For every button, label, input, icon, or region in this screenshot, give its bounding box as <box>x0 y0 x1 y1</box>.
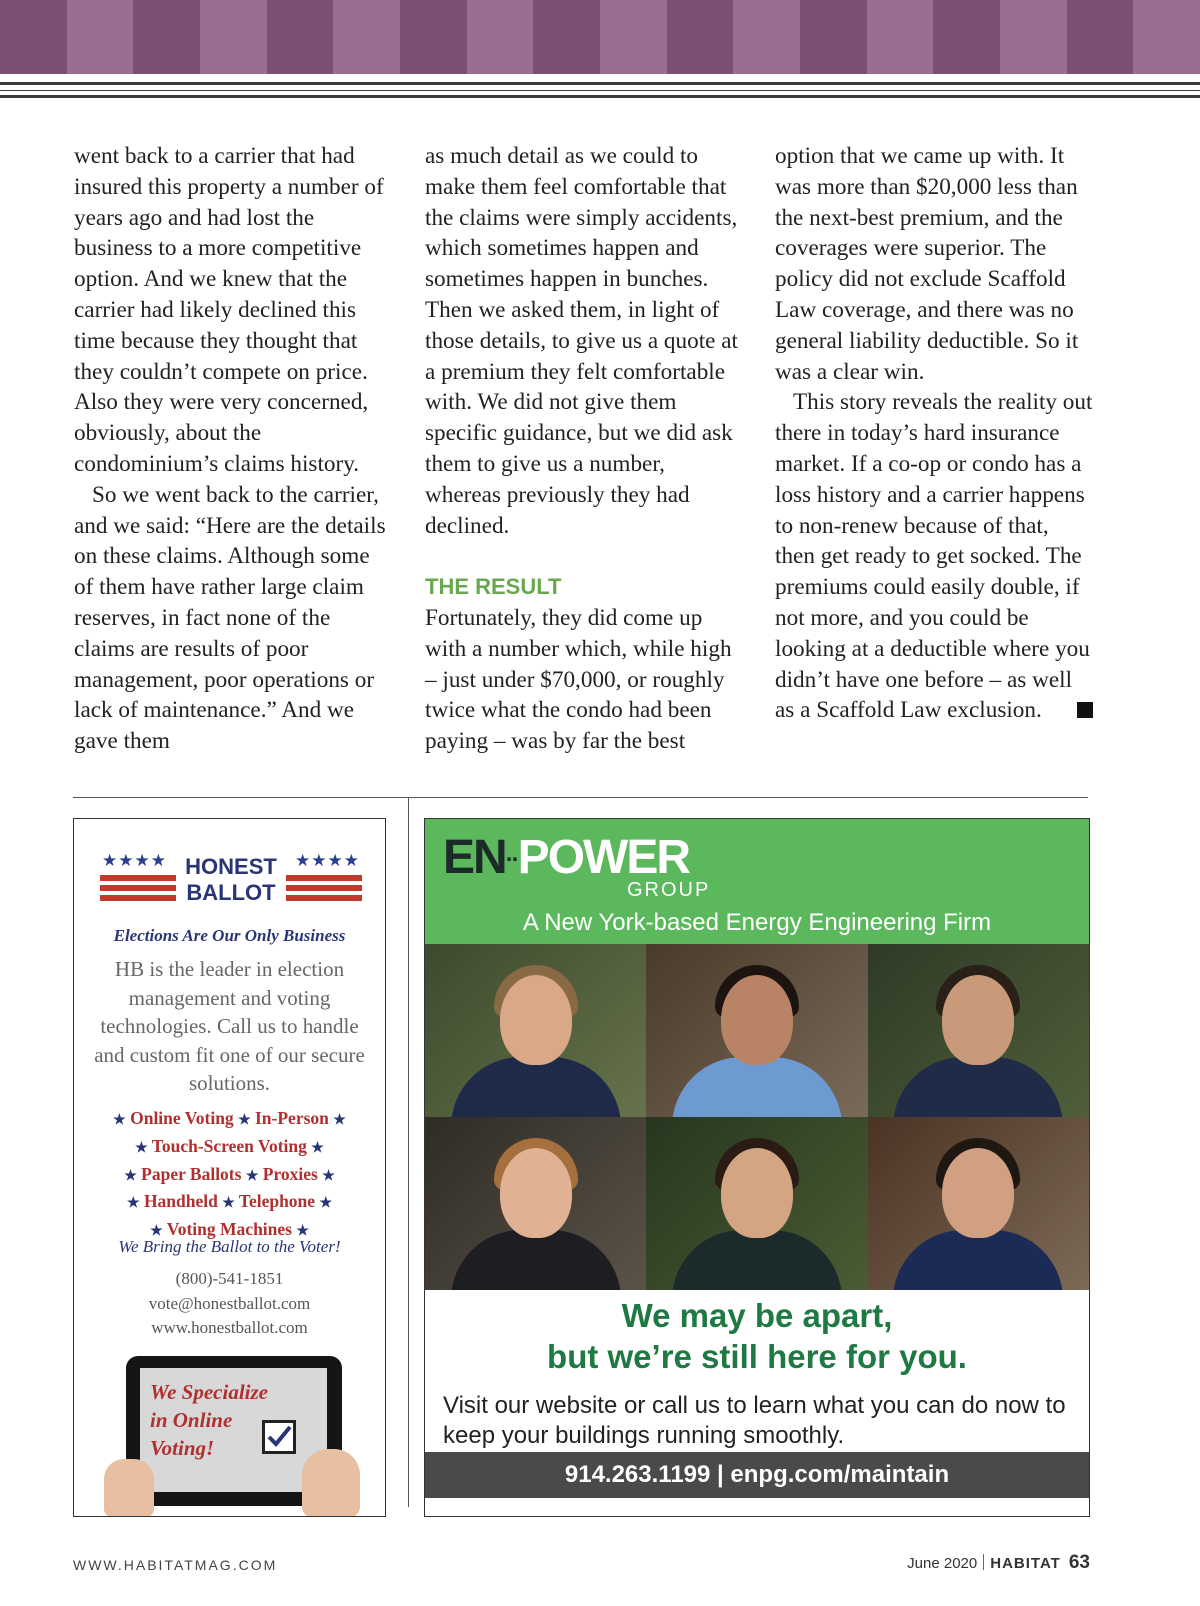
ad-tagline: Elections Are Our Only Business <box>113 926 346 945</box>
honest-ballot-logo <box>100 851 362 909</box>
star-icon: ★ <box>238 1113 251 1128</box>
article-column-3 <box>775 141 1093 726</box>
enpower-subtitle: A New York-based Energy Engineering Firm <box>522 909 992 936</box>
star-icon: ★ <box>319 1196 332 1212</box>
logo-dots: ·· <box>505 846 518 874</box>
services-list <box>74 1106 385 1245</box>
star-icon: ★ <box>245 1168 259 1184</box>
footer-website[interactable]: WWW.HABITATMAG.COM <box>73 1557 278 1573</box>
tablet-text <box>150 1378 270 1462</box>
article-paragraph: option that we came up with. It was more than $20,000 less than the next-best premium, and the coverages were superior. The policy did not exclude Scaffold Law coverage, and there was no general liability deductible. So it was a clear win. <box>775 143 1079 385</box>
service-item: Voting Machines <box>166 1219 292 1240</box>
team-photo <box>425 1117 646 1290</box>
enpower-tagline <box>425 1295 1089 1377</box>
website-link[interactable]: www.honestballot.com <box>151 1318 308 1337</box>
honest-ballot-ad[interactable] <box>73 818 386 1517</box>
star-icon: ★ <box>322 1168 335 1184</box>
article-column-1 <box>74 141 392 757</box>
tablet-text-line: Voting! <box>150 1436 215 1460</box>
logo-word-honest: HONEST <box>185 854 277 879</box>
service-item: Handheld <box>143 1191 218 1212</box>
team-photo <box>425 944 646 1117</box>
issue-date: June 2020 <box>907 1555 978 1572</box>
ad-divider-vertical <box>408 797 409 1507</box>
hand-icon <box>104 1459 154 1517</box>
team-photo <box>646 1117 867 1290</box>
ad-divider-horizontal <box>73 797 1088 798</box>
service-item: In-Person <box>255 1108 329 1128</box>
team-photo <box>868 944 1089 1117</box>
email-link[interactable]: vote@honestballot.com <box>148 1293 311 1313</box>
contact-info <box>74 1267 385 1341</box>
hand-icon <box>302 1449 360 1517</box>
tagline-line: but we’re still here for you. <box>547 1338 967 1375</box>
header-stripe-band <box>0 0 1200 74</box>
article-column-2 <box>425 141 743 757</box>
article-paragraph: This story reveals the reality out there in today’s hard insurance market. If a co-op or condo has a loss history and a carrier happens to non-renew because of that, then get ready to get socked. The premiums could easily double, if not more, and you could be looking at a deductible where you didn’t have one before – as well as a Scaffold Law exclusion. <box>775 389 1093 724</box>
star-icon: ★ <box>127 1196 140 1212</box>
star-icon: ★ <box>296 1224 309 1240</box>
service-item: Touch-Screen Voting <box>151 1135 307 1156</box>
ad-slogan: We Bring the Ballot to the Voter! <box>118 1237 341 1256</box>
article-paragraph: as much detail as we could to make them feel comfortable that the claims were simply accidents, which sometimes happen and sometimes happen in bunches. Then we asked them, in light of those details, to give us a quote at a premium they felt comfortable with. We did not give them specific guidance, but we did ask them to give us a number, whereas previously they had declined. <box>425 143 738 539</box>
phone-number[interactable]: (800)-541-1851 <box>175 1269 284 1288</box>
service-item: Paper Ballots <box>141 1163 242 1184</box>
logo-power: POWER <box>517 831 690 884</box>
enpower-contact-bar[interactable]: 914.263.1199 | enpg.com/maintain <box>425 1452 1089 1498</box>
service-item: Online Voting <box>130 1108 234 1128</box>
enpower-logo <box>443 833 689 885</box>
logo-en: EN <box>443 831 506 884</box>
service-item: Telephone <box>238 1191 316 1212</box>
checkbox-icon <box>262 1420 296 1454</box>
tablet-text-line: We Specialize <box>150 1380 269 1404</box>
header-rule-top <box>0 82 1200 85</box>
service-item: Proxies <box>262 1163 318 1184</box>
team-photo <box>646 944 867 1117</box>
tablet-text-line: in Online <box>150 1408 233 1432</box>
star-icon: ★ <box>150 1224 163 1240</box>
star-icon: ★ <box>311 1140 324 1156</box>
star-icon: ★ <box>124 1168 137 1184</box>
ad-description: HB is the leader in election management and voting technologies. Call us to handle and custom fit one of our secure solutions. <box>94 957 365 1095</box>
stars-icon: ★★★★ <box>102 851 167 870</box>
magazine-name: HABITAT <box>990 1555 1061 1572</box>
header-rule-bottom <box>0 95 1200 98</box>
enpower-header <box>425 819 1089 944</box>
article-paragraph: So we went back to the carrier, and we said: “Here are the details on these claims. Although some of them have rather large claim reserves, in fact none of the claims are results of poor management, poor operations or lack of maintenance.” And we gave them <box>74 481 386 755</box>
enpower-body-text: Visit our website or call us to learn what you can do now to keep your buildings running smoothly. <box>443 1392 1066 1449</box>
article-paragraph: Fortunately, they did come up with a number which, while high – just under $70,000, or roughly twice what the condo had been paying – was by far the best <box>425 604 732 755</box>
team-photo <box>868 1117 1089 1290</box>
header-rule-mid <box>0 90 1200 91</box>
flag-stripes-icon <box>286 875 362 901</box>
logo-word-ballot: BALLOT <box>186 880 276 905</box>
logo-group: GROUP <box>627 879 711 901</box>
star-icon: ★ <box>135 1140 148 1156</box>
star-icon: ★ <box>222 1196 235 1212</box>
star-icon: ★ <box>113 1113 126 1128</box>
page-number: 63 <box>1068 1552 1090 1573</box>
footer-folio <box>907 1552 1090 1574</box>
enpower-ad[interactable] <box>424 818 1090 1517</box>
stars-icon: ★★★★ <box>295 851 360 870</box>
flag-stripes-icon <box>100 875 176 901</box>
tagline-line: We may be apart, <box>621 1297 893 1334</box>
end-of-article-mark <box>1077 702 1093 718</box>
section-heading: THE RESULT <box>425 574 562 600</box>
article-paragraph: went back to a carrier that had insured this property a number of years ago and had lost the business to a more competitive option. And we knew that the carrier had likely declined this time because they thought that they couldn’t compete on price. Also they were very concerned, obviously, about the condominium’s claims history. <box>74 143 384 477</box>
team-photo-grid <box>425 944 1089 1290</box>
tablet-screen <box>140 1368 327 1492</box>
star-icon: ★ <box>333 1113 346 1128</box>
